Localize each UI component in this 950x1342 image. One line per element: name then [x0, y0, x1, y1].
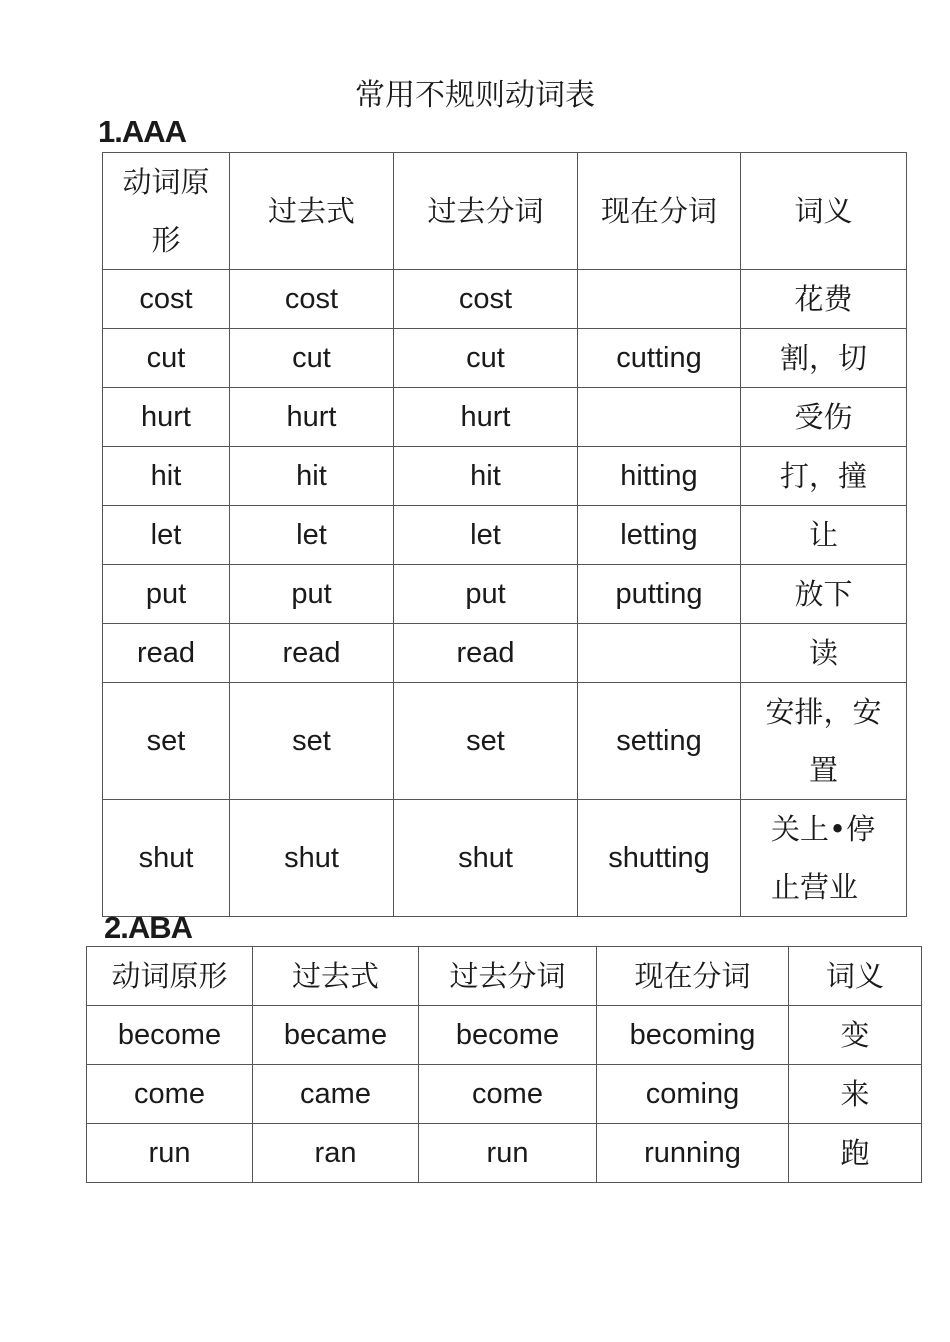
table-row — [103, 447, 907, 506]
cell-past-participle: cut — [394, 329, 578, 388]
table-header-row — [87, 947, 922, 1006]
cell-meaning: 花费 — [741, 270, 907, 329]
cell-base: shut — [103, 800, 230, 917]
cell-meaning: 放下 — [741, 565, 907, 624]
cell-base: put — [103, 565, 230, 624]
page-title: 常用不规则动词表 — [355, 78, 595, 113]
cell-past: became — [253, 1006, 419, 1065]
header-base-form: 动词原形 — [103, 153, 230, 270]
cell-meaning: 来 — [789, 1065, 922, 1124]
cell-base: become — [87, 1006, 253, 1065]
cell-past-participle: set — [394, 683, 578, 800]
table-row — [103, 388, 907, 447]
cell-present-participle — [578, 624, 741, 683]
table-row — [103, 506, 907, 565]
cell-past: ran — [253, 1124, 419, 1183]
cell-present-participle: putting — [578, 565, 741, 624]
header-base-form: 动词原形 — [87, 947, 253, 1006]
header-past-tense: 过去式 — [230, 153, 394, 270]
cell-base: read — [103, 624, 230, 683]
header-past-participle: 过去分词 — [419, 947, 597, 1006]
section-heading-aaa: 1.AAA — [98, 114, 187, 149]
cell-meaning: 跑 — [789, 1124, 922, 1183]
cell-base: cost — [103, 270, 230, 329]
table-row — [103, 624, 907, 683]
cell-past: put — [230, 565, 394, 624]
cell-present-participle — [578, 388, 741, 447]
cell-base: hit — [103, 447, 230, 506]
cell-present-participle: hitting — [578, 447, 741, 506]
cell-base: set — [103, 683, 230, 800]
header-meaning: 词义 — [741, 153, 907, 270]
cell-past-participle: come — [419, 1065, 597, 1124]
cell-past-participle: hurt — [394, 388, 578, 447]
aba-verb-table — [86, 946, 922, 1183]
cell-meaning: 读 — [741, 624, 907, 683]
cell-present-participle — [578, 270, 741, 329]
table-row — [87, 1124, 922, 1183]
cell-past: read — [230, 624, 394, 683]
header-present-participle: 现在分词 — [597, 947, 789, 1006]
cell-present-participle: running — [597, 1124, 789, 1183]
cell-past-participle: shut — [394, 800, 578, 917]
cell-present-participle: shutting — [578, 800, 741, 917]
header-meaning: 词义 — [789, 947, 922, 1006]
cell-past: came — [253, 1065, 419, 1124]
cell-meaning: 受伤 — [741, 388, 907, 447]
table-row — [103, 800, 907, 917]
cell-past-participle: hit — [394, 447, 578, 506]
section-heading-aba: 2.ABA — [104, 910, 193, 945]
cell-meaning: 变 — [789, 1006, 922, 1065]
cell-base: hurt — [103, 388, 230, 447]
cell-past-participle: run — [419, 1124, 597, 1183]
cell-present-participle: setting — [578, 683, 741, 800]
cell-past: set — [230, 683, 394, 800]
cell-past: let — [230, 506, 394, 565]
header-present-participle: 现在分词 — [578, 153, 741, 270]
cell-base: run — [87, 1124, 253, 1183]
cell-meaning: 让 — [741, 506, 907, 565]
cell-present-participle: coming — [597, 1065, 789, 1124]
cell-past: hurt — [230, 388, 394, 447]
cell-present-participle: becoming — [597, 1006, 789, 1065]
cell-present-participle: cutting — [578, 329, 741, 388]
cell-past: shut — [230, 800, 394, 917]
cell-past-participle: let — [394, 506, 578, 565]
header-past-tense: 过去式 — [253, 947, 419, 1006]
table-row — [103, 565, 907, 624]
cell-present-participle: letting — [578, 506, 741, 565]
cell-past-participle: put — [394, 565, 578, 624]
cell-past: hit — [230, 447, 394, 506]
cell-meaning: 割，切 — [741, 329, 907, 388]
cell-past-participle: become — [419, 1006, 597, 1065]
table-header-row — [103, 153, 907, 270]
cell-past-participle: read — [394, 624, 578, 683]
header-past-participle: 过去分词 — [394, 153, 578, 270]
cell-meaning: 安排，安置 — [741, 683, 907, 800]
cell-past: cost — [230, 270, 394, 329]
table-row — [87, 1006, 922, 1065]
table-row — [103, 329, 907, 388]
cell-base: cut — [103, 329, 230, 388]
cell-past: cut — [230, 329, 394, 388]
cell-past-participle: cost — [394, 270, 578, 329]
aaa-verb-table — [102, 152, 907, 917]
cell-meaning: 打，撞 — [741, 447, 907, 506]
cell-base: come — [87, 1065, 253, 1124]
table-row — [103, 683, 907, 800]
table-row — [103, 270, 907, 329]
table-row — [87, 1065, 922, 1124]
cell-meaning: 关上•停止营业 — [741, 800, 907, 917]
cell-base: let — [103, 506, 230, 565]
